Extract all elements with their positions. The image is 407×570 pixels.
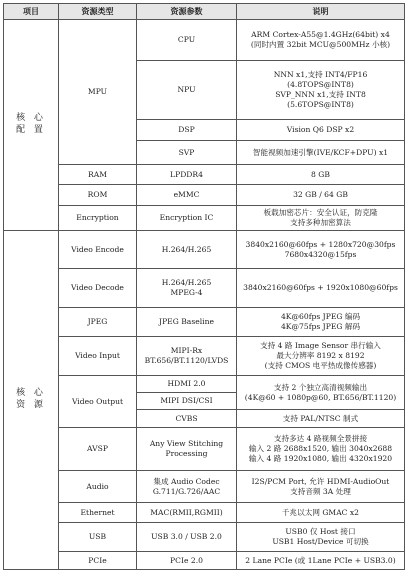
table-row xyxy=(4,185,405,206)
table-row xyxy=(4,269,405,308)
cell-param: USB 3.0 / USB 2.0 xyxy=(137,523,237,552)
cell-type: Audio xyxy=(59,471,137,503)
cell-type: Video Encode xyxy=(59,231,137,269)
cell-desc: 8 GB xyxy=(237,165,405,185)
group-core-config: 核 心 配 置 xyxy=(4,20,59,231)
cell-param: JPEG Baseline xyxy=(137,308,237,337)
table-row xyxy=(4,206,405,231)
cell-type: Video Input xyxy=(59,337,137,376)
cell-type: RAM xyxy=(59,165,137,185)
header-item: 项目 xyxy=(4,4,59,20)
cell-desc: 32 GB / 64 GB xyxy=(237,185,405,206)
table-row xyxy=(4,428,405,471)
table-row xyxy=(4,337,405,376)
header-row xyxy=(4,4,405,20)
header-resource-type: 资源类型 xyxy=(59,4,137,20)
cell-type: ROM xyxy=(59,185,137,206)
cell-type: PCIe xyxy=(59,552,137,570)
cell-desc: Vision Q6 DSP x2 xyxy=(237,120,405,141)
cell-desc: 支持 PAL/NTSC 制式 xyxy=(237,410,405,428)
cell-param: H.264/H.265 MPEG-4 xyxy=(137,269,237,308)
cell-param: CVBS xyxy=(137,410,237,428)
cell-param: eMMC xyxy=(137,185,237,206)
table-row xyxy=(4,471,405,503)
table-row xyxy=(4,165,405,185)
cell-param: SVP xyxy=(137,141,237,165)
table-row xyxy=(4,503,405,523)
table-row xyxy=(4,523,405,552)
group-core-resources: 核 心 资 源 xyxy=(4,231,59,570)
cell-desc: 板载加密芯片：安全认证，防克隆 支持多种加密算法 xyxy=(237,206,405,231)
spec-table xyxy=(3,3,405,570)
cell-param: Encryption IC xyxy=(137,206,237,231)
cell-param: MIPI-Rx BT.656/BT.1120/LVDS xyxy=(137,337,237,376)
header-resource-param: 资源参数 xyxy=(137,4,237,20)
cell-param: NPU xyxy=(137,61,237,120)
cell-desc: 智能视频加速引擎(IVE/KCF+DPU) x1 xyxy=(237,141,405,165)
cell-desc: USB0 仅 Host 接口 USB1 Host/Device 可切换 xyxy=(237,523,405,552)
cell-param: MAC(RMII,RGMII) xyxy=(137,503,237,523)
cell-desc: I2S/PCM Port, 允许 HDMI-AudioOut 支持音频 3A 处理 xyxy=(237,471,405,503)
cell-param: H.264/H.265 xyxy=(137,231,237,269)
cell-type: Video Decode xyxy=(59,269,137,308)
cell-desc: 支持 4 路 Image Sensor 串行输入 最大分辨率 8192 x 8192 (支持 CMOS 电平热成像传感器) xyxy=(237,337,405,376)
table-row xyxy=(4,308,405,337)
cell-desc: ARM Cortex-A55@1.4GHz(64bit) x4 (同时内置 32bit MCU@500MHz 小核) xyxy=(237,20,405,61)
cell-desc: 4K@60fps JPEG 编码 4K@75fps JPEG 解码 xyxy=(237,308,405,337)
table-row xyxy=(4,552,405,570)
cell-type: Ethernet xyxy=(59,503,137,523)
cell-param: MIPI DSI/CSI xyxy=(137,393,237,410)
cell-type: Encryption xyxy=(59,206,137,231)
cell-desc: 3840x2160@60fps + 1920x1080@60fps xyxy=(237,269,405,308)
header-description: 说明 xyxy=(237,4,405,20)
cell-param: Any View Stitching Processing xyxy=(137,428,237,471)
cell-param: HDMI 2.0 xyxy=(137,376,237,393)
cell-param: 集成 Audio Codec G.711/G.726/AAC xyxy=(137,471,237,503)
cell-desc: 3840x2160@60fps + 1280x720@30fps 7680x4320@15fps xyxy=(237,231,405,269)
cell-desc: 支持多达 4 路视频全景拼接 输入 2 路 2688x1520, 输出 3040x2688 输入 4 路 1920x1080, 输出 4320x1920 xyxy=(237,428,405,471)
cell-param: LPDDR4 xyxy=(137,165,237,185)
cell-type: MPU xyxy=(59,20,137,165)
cell-desc: 千兆以太网 GMAC x2 xyxy=(237,503,405,523)
cell-type: USB xyxy=(59,523,137,552)
cell-param: DSP xyxy=(137,120,237,141)
table-row xyxy=(4,376,405,393)
cell-type: AVSP xyxy=(59,428,137,471)
cell-param: CPU xyxy=(137,20,237,61)
cell-type: JPEG xyxy=(59,308,137,337)
cell-desc: 支持 2 个独立高清视频输出 (4K@60 + 1080p@60, BT.656/BT.1120) xyxy=(237,376,405,410)
table-row xyxy=(4,20,405,61)
cell-param: PCIe 2.0 xyxy=(137,552,237,570)
table-row xyxy=(4,231,405,269)
cell-type: Video Output xyxy=(59,376,137,428)
cell-desc: 2 Lane PCIe (或 1Lane PCIe + USB3.0) xyxy=(237,552,405,570)
cell-desc: NNN x1,支持 INT4/FP16 (4.8TOPS@INT8) SVP_NNN x1,支持 INT8 (5.6TOPS@INT8) xyxy=(237,61,405,120)
